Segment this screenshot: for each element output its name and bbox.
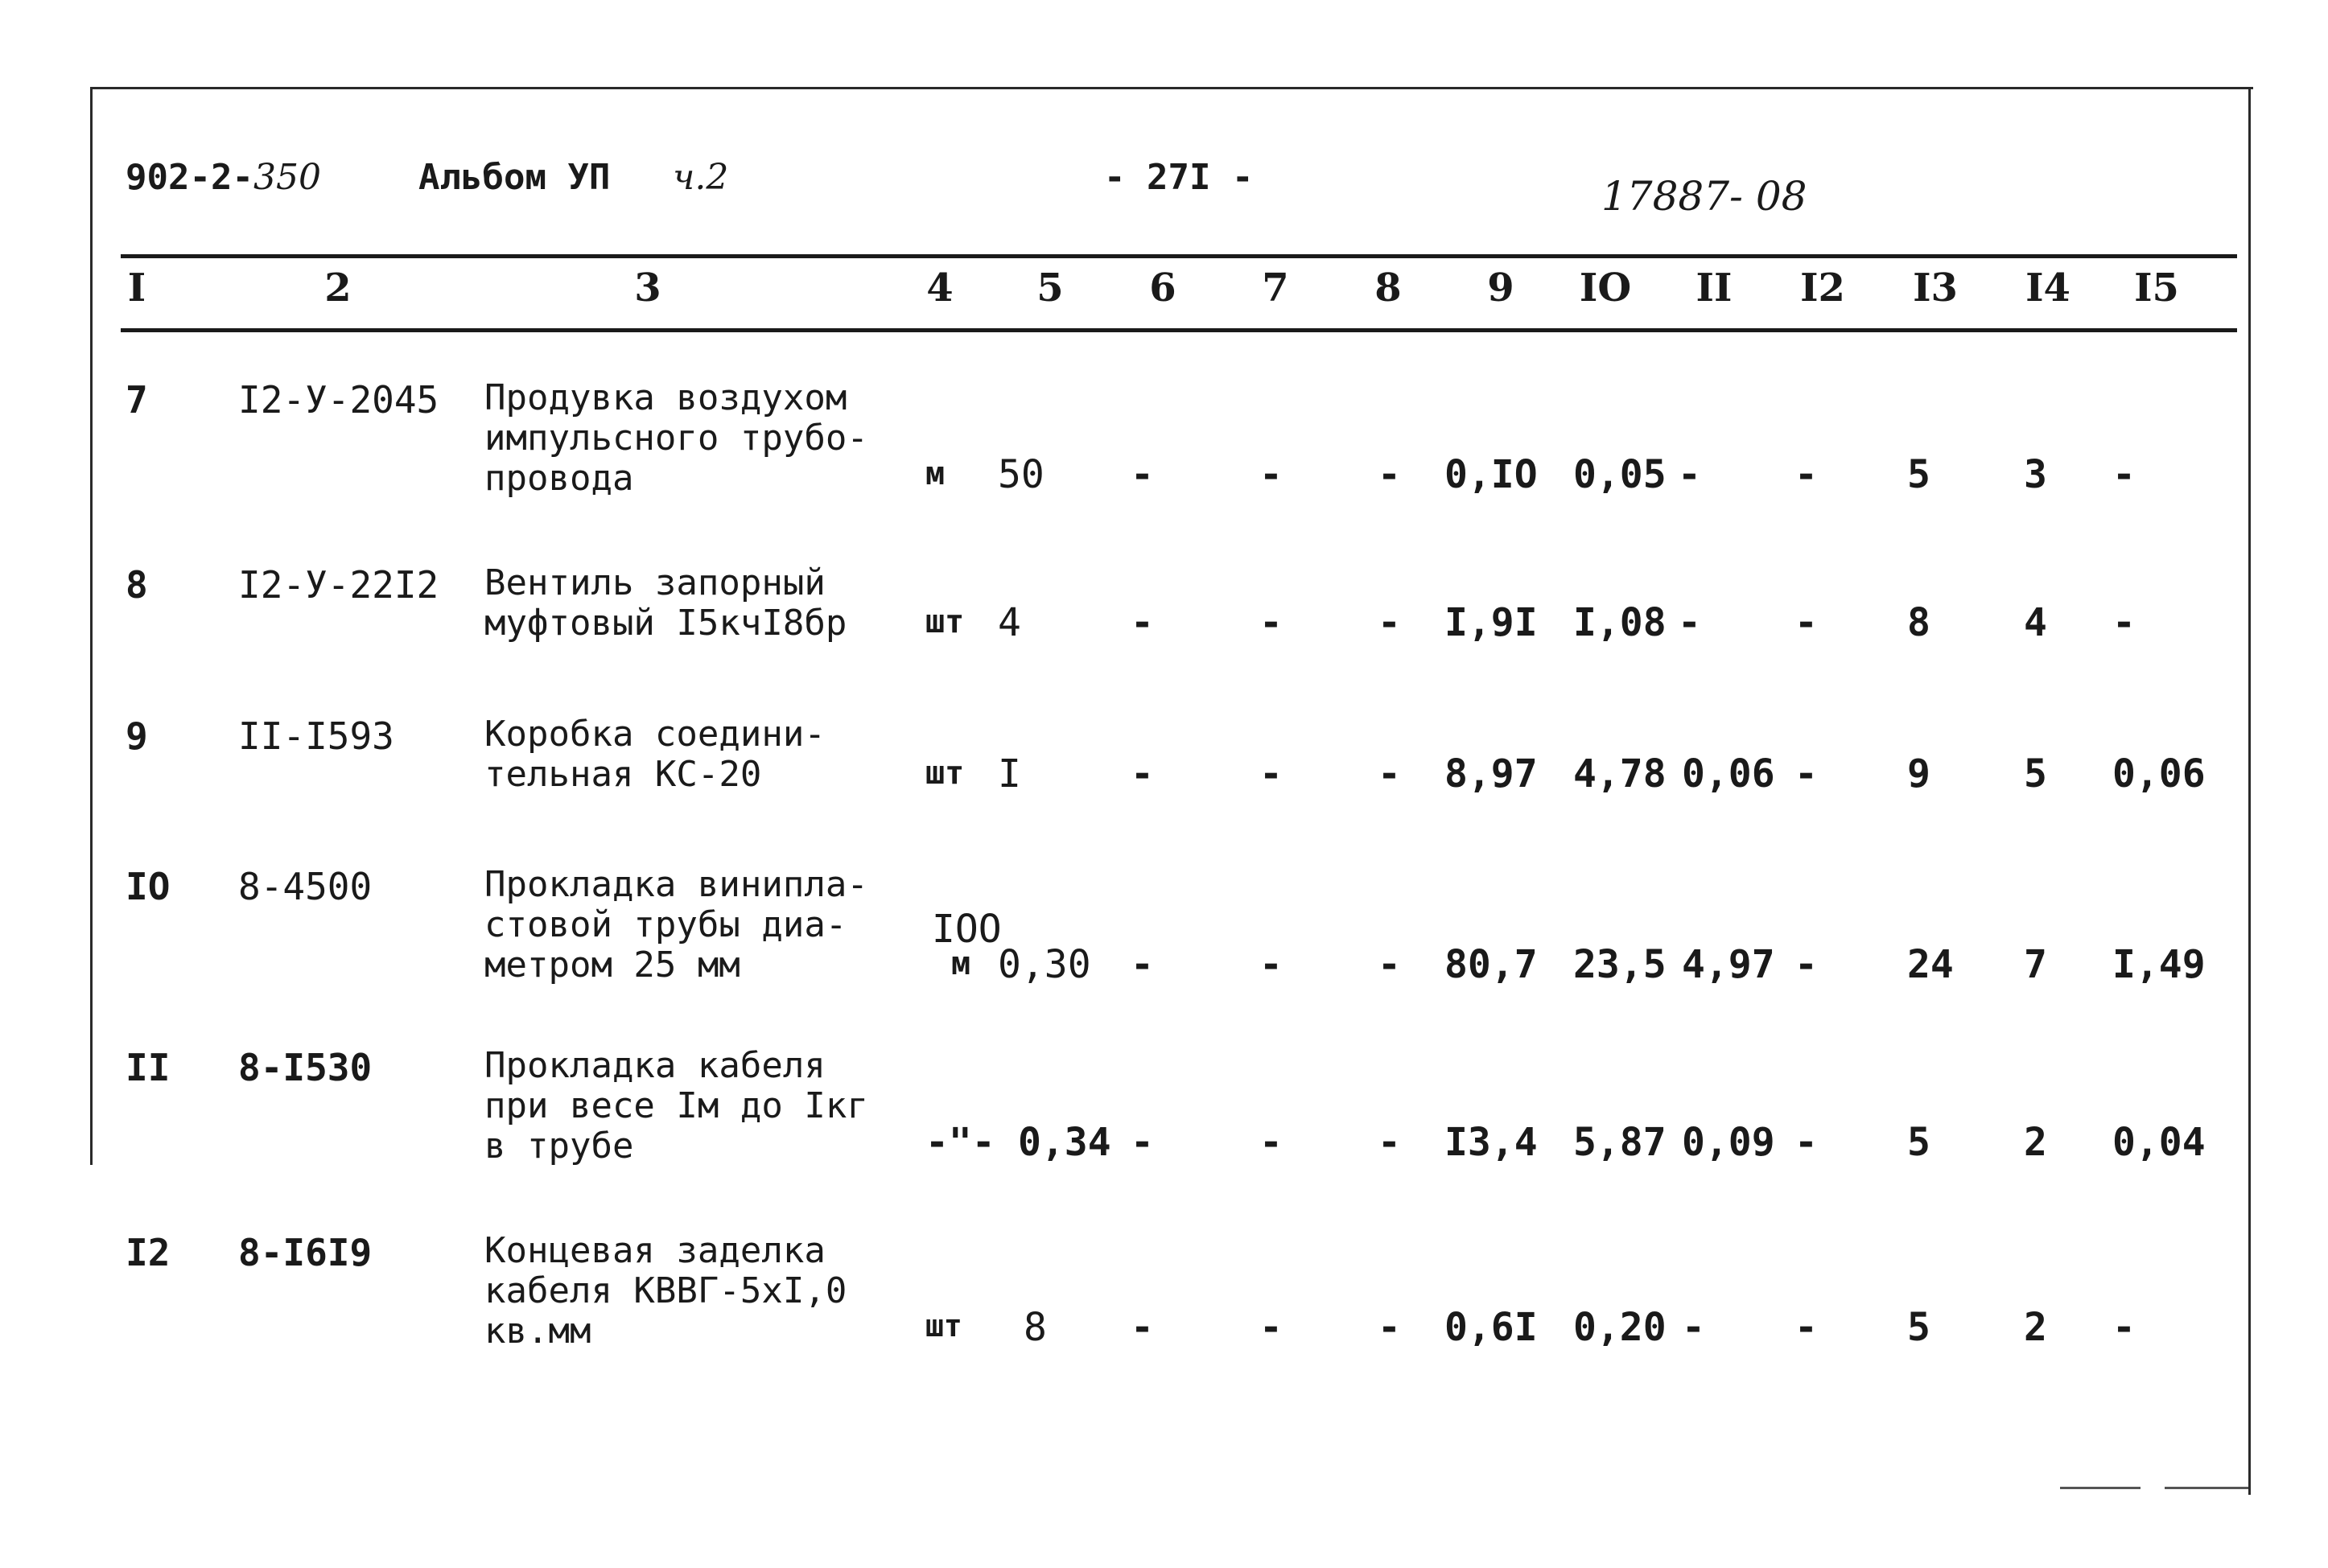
row-col12: - <box>1794 1120 1818 1165</box>
row-description: Коробка соедини- тельная КС-20 <box>484 714 826 795</box>
page-number: - 27І - <box>1104 157 1254 198</box>
row-col6: - <box>1131 942 1154 987</box>
frame-dash <box>2165 1487 2248 1489</box>
row-description: Концевая заделка кабеля КВВГ-5хI,0 кв.мм <box>484 1230 847 1352</box>
row-col13: 24 <box>1907 942 1954 987</box>
row-col9: 0,IO <box>1444 452 1538 497</box>
row-number: 8 <box>126 563 148 607</box>
row-code: I2-У-22I2 <box>238 563 439 607</box>
document-number-handwritten: 17887- 08 <box>1601 173 1807 220</box>
row-number: 9 <box>126 714 148 758</box>
row-col12: - <box>1794 1305 1818 1350</box>
row-col13: 9 <box>1907 751 1930 796</box>
row-code: 8-I530 <box>238 1046 373 1089</box>
column-number: IO <box>1579 265 1632 311</box>
row-col6: - <box>1131 452 1154 497</box>
column-number: I4 <box>2025 265 2070 311</box>
row-col10: 4,78 <box>1573 751 1667 796</box>
row-col12: - <box>1794 942 1818 987</box>
sheet-frame-top <box>90 87 2253 89</box>
row-col7: - <box>1259 1120 1283 1165</box>
row-col9: 0,6I <box>1444 1305 1538 1350</box>
column-number: I3 <box>1913 265 1958 311</box>
row-col15: - <box>2112 452 2136 497</box>
row-number: IO <box>126 865 171 908</box>
column-number: 2 <box>324 265 352 311</box>
column-number: 7 <box>1262 265 1289 311</box>
row-code: I2-У-2045 <box>238 378 439 422</box>
row-number: I2 <box>126 1231 171 1274</box>
row-quantity: 0,30 <box>998 942 1091 987</box>
row-quantity: 4 <box>998 600 1021 645</box>
row-code: II-I593 <box>238 714 394 758</box>
row-col11: - <box>1682 1305 1705 1350</box>
column-number: 9 <box>1487 265 1514 311</box>
column-number: 6 <box>1149 265 1176 311</box>
row-col8: - <box>1378 751 1401 796</box>
row-unit: м <box>925 455 946 492</box>
column-number: I2 <box>1800 265 1845 311</box>
document-code-prefix: 902-2- <box>126 157 253 198</box>
row-col7: - <box>1259 942 1283 987</box>
column-number: 4 <box>926 265 954 311</box>
row-col13: 5 <box>1907 452 1930 497</box>
row-quantity: I <box>998 751 1021 796</box>
row-col8: - <box>1378 452 1401 497</box>
row-col10: 0,20 <box>1573 1305 1667 1350</box>
row-col14: 2 <box>2024 1120 2047 1165</box>
row-col8: - <box>1378 1120 1401 1165</box>
row-description: Вентиль запорный муфтовый I5кчI8бр <box>484 562 847 644</box>
document-code-handwritten: 350 <box>253 157 321 198</box>
column-number: 8 <box>1374 265 1402 311</box>
row-col11: 4,97 <box>1682 942 1775 987</box>
row-description: Прокладка кабеля при весе Iм до Iкг в трубе <box>484 1045 868 1167</box>
row-col7: - <box>1259 1305 1283 1350</box>
frame-dash <box>2060 1487 2141 1489</box>
sheet-frame-left <box>90 87 93 1165</box>
row-col6: - <box>1131 1120 1154 1165</box>
row-number: 7 <box>126 378 148 422</box>
row-unit: шт <box>925 755 965 792</box>
column-number: I5 <box>2134 265 2179 311</box>
row-quantity: 50 <box>998 452 1045 497</box>
row-col7: - <box>1259 600 1283 645</box>
row-col14: 4 <box>2024 600 2047 645</box>
row-unit: -"- <box>925 1120 995 1165</box>
row-col6: - <box>1131 600 1154 645</box>
column-number: 3 <box>634 265 661 311</box>
row-col13: 5 <box>1907 1305 1930 1350</box>
row-col7: - <box>1259 452 1283 497</box>
row-col9: 80,7 <box>1444 942 1538 987</box>
column-number: I <box>127 265 146 311</box>
row-col14: 7 <box>2024 942 2047 987</box>
row-col10: 23,5 <box>1573 942 1667 987</box>
row-col11: 0,06 <box>1682 751 1775 796</box>
row-col13: 8 <box>1907 600 1930 645</box>
album-label: Альбом УП <box>418 157 611 198</box>
row-col15: - <box>2112 600 2136 645</box>
row-col9: I,9I <box>1444 600 1538 645</box>
row-description: Прокладка винипла- стовой трубы диа- метром 25 мм <box>484 864 868 986</box>
row-unit: шт <box>925 1308 962 1344</box>
row-quantity: 0,34 <box>1018 1120 1111 1165</box>
row-unit: шт <box>925 603 965 640</box>
row-number: II <box>126 1046 171 1089</box>
row-col9: I3,4 <box>1444 1120 1538 1165</box>
row-col6: - <box>1131 1305 1154 1350</box>
row-col15: 0,06 <box>2112 751 2206 796</box>
row-col15: - <box>2112 1305 2136 1350</box>
row-col7: - <box>1259 751 1283 796</box>
row-code: 8-I6I9 <box>238 1231 373 1274</box>
row-col11: - <box>1678 452 1701 497</box>
row-col14: 3 <box>2024 452 2047 497</box>
row-col8: - <box>1378 600 1401 645</box>
row-col15: I,49 <box>2112 942 2206 987</box>
row-col12: - <box>1794 452 1818 497</box>
row-col11: - <box>1678 600 1701 645</box>
row-col10: 0,05 <box>1573 452 1667 497</box>
row-col14: 5 <box>2024 751 2047 796</box>
column-number: 5 <box>1036 265 1064 311</box>
row-col12: - <box>1794 600 1818 645</box>
row-col12: - <box>1794 751 1818 796</box>
row-col14: 2 <box>2024 1305 2047 1350</box>
row-col8: - <box>1378 1305 1401 1350</box>
row-col10: I,08 <box>1573 600 1667 645</box>
column-number: II <box>1696 265 1733 311</box>
row-col8: - <box>1378 942 1401 987</box>
document-code <box>126 157 321 198</box>
sheet-frame-right <box>2248 87 2251 1495</box>
row-col15: 0,04 <box>2112 1120 2206 1165</box>
row-col11: 0,09 <box>1682 1120 1775 1165</box>
row-col6: - <box>1131 751 1154 796</box>
row-code: 8-4500 <box>238 865 373 908</box>
row-description: Продувка воздухом импульсного трубо- провода <box>484 377 868 499</box>
row-unit: м <box>951 945 971 982</box>
row-col13: 5 <box>1907 1120 1930 1165</box>
row-col9: 8,97 <box>1444 751 1538 796</box>
row-col10: 5,87 <box>1573 1120 1667 1165</box>
volume-handwritten: ч.2 <box>673 157 729 198</box>
header-rule-bottom <box>121 328 2237 332</box>
header-rule-top <box>121 254 2237 258</box>
row-quantity: 8 <box>1024 1305 1047 1350</box>
row-unit-multiplier: IOO <box>932 907 1002 952</box>
